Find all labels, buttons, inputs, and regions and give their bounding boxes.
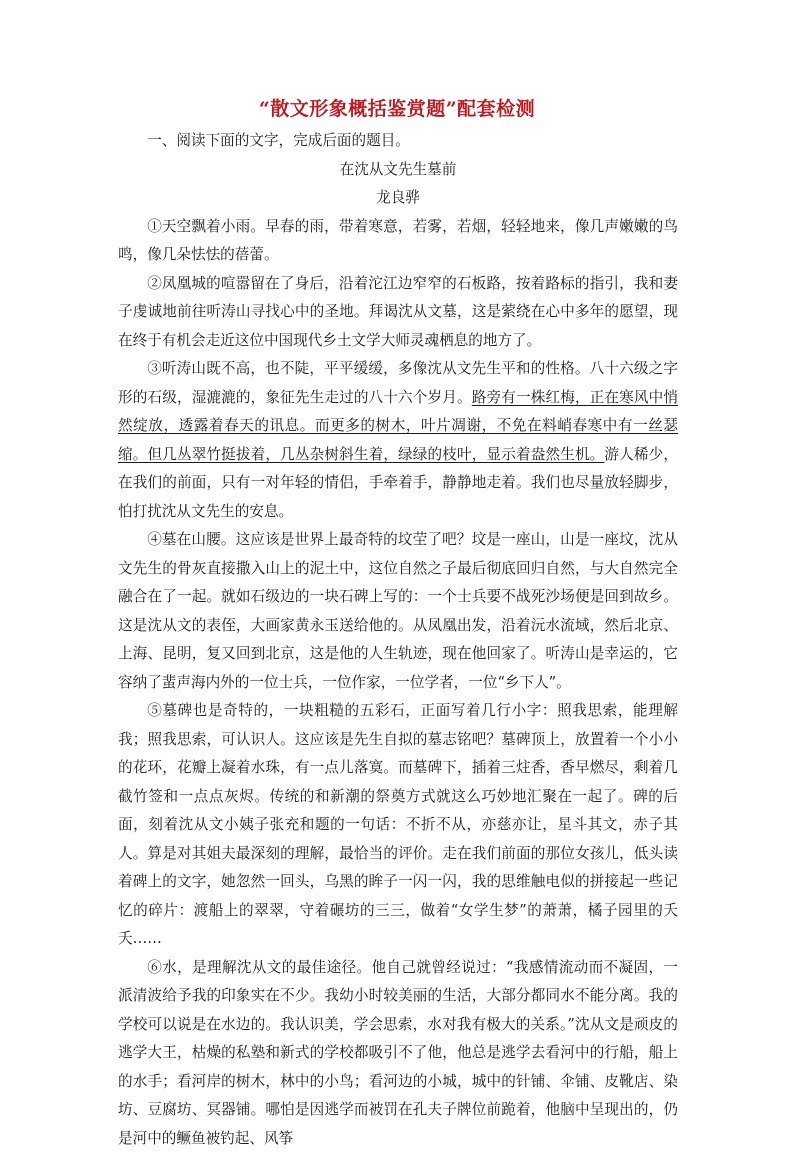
section-heading: 一、阅读下面的文字，完成后面的题目。 xyxy=(118,127,678,156)
paragraph-3-tail: 游人稀少，在我们的前面，只有一对年轻的情侣，手牵着手，静静地走着。我们也尽量放轻脚步，怕打扰沈从文先生的安息。 xyxy=(118,446,678,520)
paragraph-3-lead: ③听涛山既不高，也不陡，平平缓缓，多像沈从文先生平和的性格。八十六级之字形的石级，湿漉漉的，象征先生走过的八十六个岁月。 xyxy=(118,360,678,406)
paragraph-5: ⑤墓碑也是奇特的，一块粗糙的五彩石，正面写着几行小字：照我思索，能理解我；照我思索，可认识人。这应该是先生自拟的墓志铭吧？墓碑顶上，放置着一个小小的花环，花瓣上凝着水珠，有一点儿落寞。而墓碑下，插着三炷香，香早燃尽，剩着几截竹签和一点点灰烬。传统的和新潮的祭奠方式就这么巧妙地汇聚在一起了。碑的后面，刻着沈从文小姨子张充和题的一句话：不折不从，亦慈亦让，星斗其文，赤子其人。算是对其姐夫最深刻的理解，最恰当的评价。走在我们前面的那位女孩儿，低头读着碑上的文字，她忽然一回头，乌黑的眸子一闪一闪，我的思维触电似的拼接起一些记忆的碎片：渡船上的翠翠，守着碾坊的三三，做着“女学生梦”的萧萧，橘子园里的夭夭…… xyxy=(118,697,678,954)
paragraph-4: ④墓在山腰。这应该是世界上最奇特的坟茔了吧？坟是一座山，山是一座坟，沈从文先生的骨灰直接撒入山上的泥土中，这位自然之子最后彻底回归自然，与大自然完全融合在了一起。就如石级边的一块石碑上写的：一个士兵要不战死沙场便是回到故乡。这是沈从文的表侄，大画家黄永玉送给他的。从凤凰出发，沿着沅水流域，然后北京、上海、昆明，复又回到北京，这是他的人生轨迹，现在他回家了。听涛山是幸运的，它容纳了蜚声海内外的一位士兵，一位作家，一位学者，一位“乡下人”。 xyxy=(118,526,678,697)
paragraph-2: ②凤凰城的喧嚣留在了身后，沿着沱江边窄窄的石板路，按着路标的指引，我和妻子虔诚地前往听涛山寻找心中的圣地。拜谒沈从文墓，这是萦绕在心中多年的愿望，现在终于有机会走近这位中国现代乡土文学大师灵魂栖息的地方了。 xyxy=(118,270,678,356)
document-title: “散文形象概括鉴赏题”配套检测 xyxy=(0,94,794,121)
paragraph-6: ⑥水，是理解沈从文的最佳途径。他自己就曾经说过：“我感情流动而不凝固，一派清波给予我的印象实在不少。我幼小时较美丽的生活，大部分都同水不能分离。我的学校可以说是在水边的。我认识美，学会思索，水对我有极大的关系。”沈从文是顽皮的逃学大王，枯燥的私塾和新式的学校都吸引不了他，他总是逃学去看河中的行船，船上的水手；看河岸的树木，林中的小鸟；看河边的小城，城中的针铺、伞铺、皮靴店、染坊、豆腐坊、冥器铺。哪怕是因逃学而被罚在孔夫子牌位前跪着，他脑中呈现出的，仍是河中的鳜鱼被钓起、风筝 xyxy=(118,954,678,1153)
article-author: 龙良骅 xyxy=(118,184,678,213)
underlined-passage: 路旁有一株红梅，正在寒风中悄然绽放，透露着春天的讯息。而更多的树木，叶片凋谢，不免在料峭春寒中有一丝瑟缩。但几丛翠竹挺拔着，几丛杂树斜生着，绿绿的枝叶，显示着盎然生机。 xyxy=(118,389,678,463)
document-body xyxy=(118,127,678,1153)
paragraph-3 xyxy=(118,355,678,526)
article-title: 在沈从文先生墓前 xyxy=(118,156,678,185)
paragraph-1: ①天空飘着小雨。早春的雨，带着寒意，若雾，若烟，轻轻地来，像几声嫩嫩的鸟鸣，像几朵怯怯的蓓蕾。 xyxy=(118,213,678,270)
